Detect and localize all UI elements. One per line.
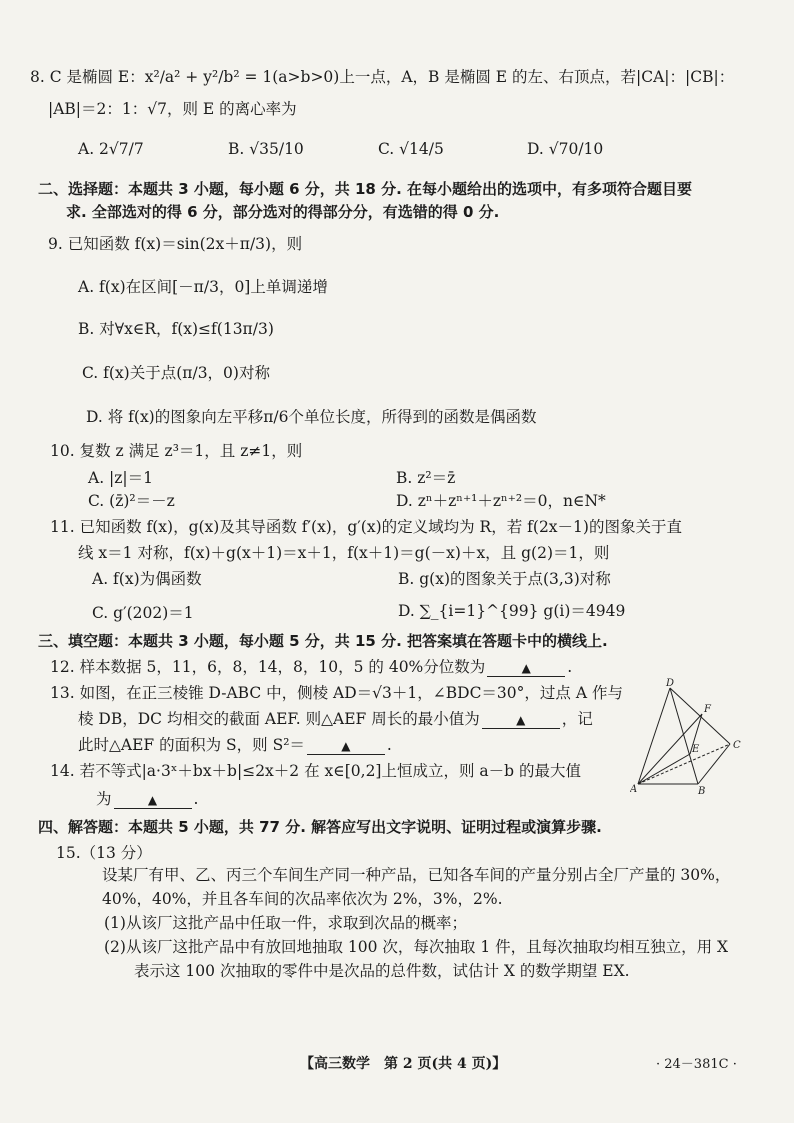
q9-stem: 9. 已知函数 f(x)＝sin(2x＋π/3)，则 — [48, 235, 303, 253]
q10-option-a: A. |z|＝1 — [88, 469, 154, 487]
q8-option-b: B. √35/10 — [228, 140, 304, 158]
q13-line3 — [78, 734, 392, 756]
q8-option-a: A. 2√7/7 — [78, 140, 144, 158]
q13-line2 — [78, 708, 593, 730]
q13-line2-end: ，记 — [561, 710, 593, 728]
q14-answer-blank[interactable] — [114, 791, 192, 809]
q8-line1: 8. C 是椭圆 E：x²/a² + y²/b² = 1(a>b>0)上一点，A，B 是椭圆 E 的左、右顶点，若|CA|：|CB|： — [30, 68, 735, 86]
q11-option-b: B. g(x)的图象关于点(3,3)对称 — [398, 570, 611, 588]
pyramid-figure — [630, 676, 748, 796]
blank-triangle-mark: ▲ — [521, 661, 531, 675]
segment-ae — [638, 754, 690, 784]
edge-db — [670, 688, 698, 784]
q15-part-1: (1)从该厂这批产品中任取一件，求取到次品的概率； — [104, 914, 467, 932]
q13-line3-end: . — [386, 736, 392, 754]
q10-stem: 10. 复数 z 满足 z³＝1，且 z≠1，则 — [50, 442, 303, 460]
q10-option-c: C. (z̄)²＝－z — [88, 492, 175, 510]
q12 — [50, 656, 572, 678]
q9-option-c: C. f(x)关于点(π/3，0)对称 — [82, 364, 270, 382]
label-d: D — [666, 678, 675, 689]
blank-triangle-mark: ▲ — [516, 713, 526, 727]
q15-para-1: 设某厂有甲、乙、丙三个车间生产同一种产品，已知各车间的产量分别占全厂产量的 30%， — [102, 866, 731, 884]
q11-option-d: D. ∑_{i=1}^{99} g(i)＝4949 — [398, 602, 626, 620]
section-4-heading: 四、解答题：本题共 5 小题，共 77 分. 解答应写出文字说明、证明过程或演算步骤. — [38, 818, 602, 836]
q13-answer-blank-1[interactable] — [482, 711, 560, 729]
blank-triangle-mark: ▲ — [147, 793, 158, 807]
label-b: B — [698, 786, 706, 796]
q10-option-d: D. zⁿ＋zⁿ⁺¹＋zⁿ⁺²＝0，n∈N* — [396, 492, 606, 510]
label-f: F — [704, 704, 711, 715]
q13-answer-blank-2[interactable] — [307, 737, 385, 755]
q11-line2: 线 x＝1 对称，f(x)＋g(x＋1)＝x＋1，f(x＋1)＝g(－x)＋x，且 g(2)＝1，则 — [78, 544, 610, 562]
section-3-heading: 三、填空题：本题共 3 小题，每小题 5 分，共 15 分. 把答案填在答题卡中的横线上. — [38, 632, 608, 650]
q15-part-2-line2: 表示这 100 次抽取的零件中是次品的总件数，试估计 X 的数学期望 EX. — [134, 962, 630, 980]
q14-line1: 14. 若不等式|a·3ˣ＋bx＋b|≤2x＋2 在 x∈[0,2]上恒成立，则 a－b 的最大值 — [50, 762, 581, 780]
q15-para-2: 40%，40%，并且各车间的次品率依次为 2%，3%，2%. — [102, 890, 503, 908]
q8-option-c: C. √14/5 — [378, 140, 444, 158]
q13-line2-text: 棱 DB，DC 均相交的截面 AEF. 则△AEF 周长的最小值为 — [78, 710, 480, 728]
q8-option-d: D. √70/10 — [527, 140, 604, 158]
q12-answer-blank[interactable] — [487, 659, 565, 677]
q12-text: 12. 样本数据 5，11，6，8，14，8，10，5 的 40%分位数为 — [50, 658, 486, 676]
footer-page-info: 【高三数学 第 2 页(共 4 页)】 — [300, 1056, 507, 1072]
section-2-heading-line1: 二、选择题：本题共 3 小题，每小题 6 分，共 18 分. 在每小题给出的选项中，有多项符合题目要 — [38, 180, 693, 198]
label-c: C — [733, 740, 741, 751]
q9-option-d: D. 将 f(x)的图象向左平移π/6个单位长度，所得到的函数是偶函数 — [86, 408, 537, 426]
q8-line2: |AB|＝2：1：√7，则 E 的离心率为 — [48, 100, 297, 118]
q12-end: . — [567, 658, 573, 676]
q15-title: 15.（13 分） — [56, 844, 152, 862]
footer-exam-code: · 24－381C · — [656, 1057, 737, 1072]
q13-line3-text: 此时△AEF 的面积为 S，则 S²＝ — [78, 736, 305, 754]
q15-part-2-line1: (2)从该厂这批产品中有放回地抽取 100 次，每次抽取 1 件，且每次抽取均相互独立，用 X — [104, 938, 729, 956]
edge-ac — [638, 744, 730, 784]
q11-line1: 11. 已知函数 f(x)，g(x)及其导函数 f′(x)，g′(x)的定义域均为 R，若 f(2x－1)的图象关于直 — [50, 518, 682, 536]
q10-option-b: B. z²＝z̄ — [396, 469, 456, 487]
label-e: E — [692, 744, 700, 755]
q14-line2-text: 为 — [96, 790, 112, 808]
blank-triangle-mark: ▲ — [341, 739, 351, 753]
q11-option-a: A. f(x)为偶函数 — [92, 570, 202, 588]
edge-bc — [698, 744, 730, 784]
q14-line2-end: . — [193, 790, 199, 808]
q14-line2 — [96, 788, 198, 810]
section-2-heading-line2: 求. 全部选对的得 6 分，部分选对的得部分分，有选错的得 0 分. — [66, 203, 500, 221]
q9-option-b: B. 对∀x∈R，f(x)≤f(13π/3) — [78, 320, 274, 338]
q13-line1: 13. 如图，在正三棱锥 D-ABC 中，侧棱 AD＝√3＋1，∠BDC＝30°，过点 A 作与 — [50, 684, 623, 702]
q11-option-c: C. g′(202)＝1 — [92, 604, 194, 622]
label-a: A — [630, 784, 638, 795]
edge-da — [638, 688, 670, 784]
q9-option-a: A. f(x)在区间[－π/3，0]上单调递增 — [78, 278, 328, 296]
